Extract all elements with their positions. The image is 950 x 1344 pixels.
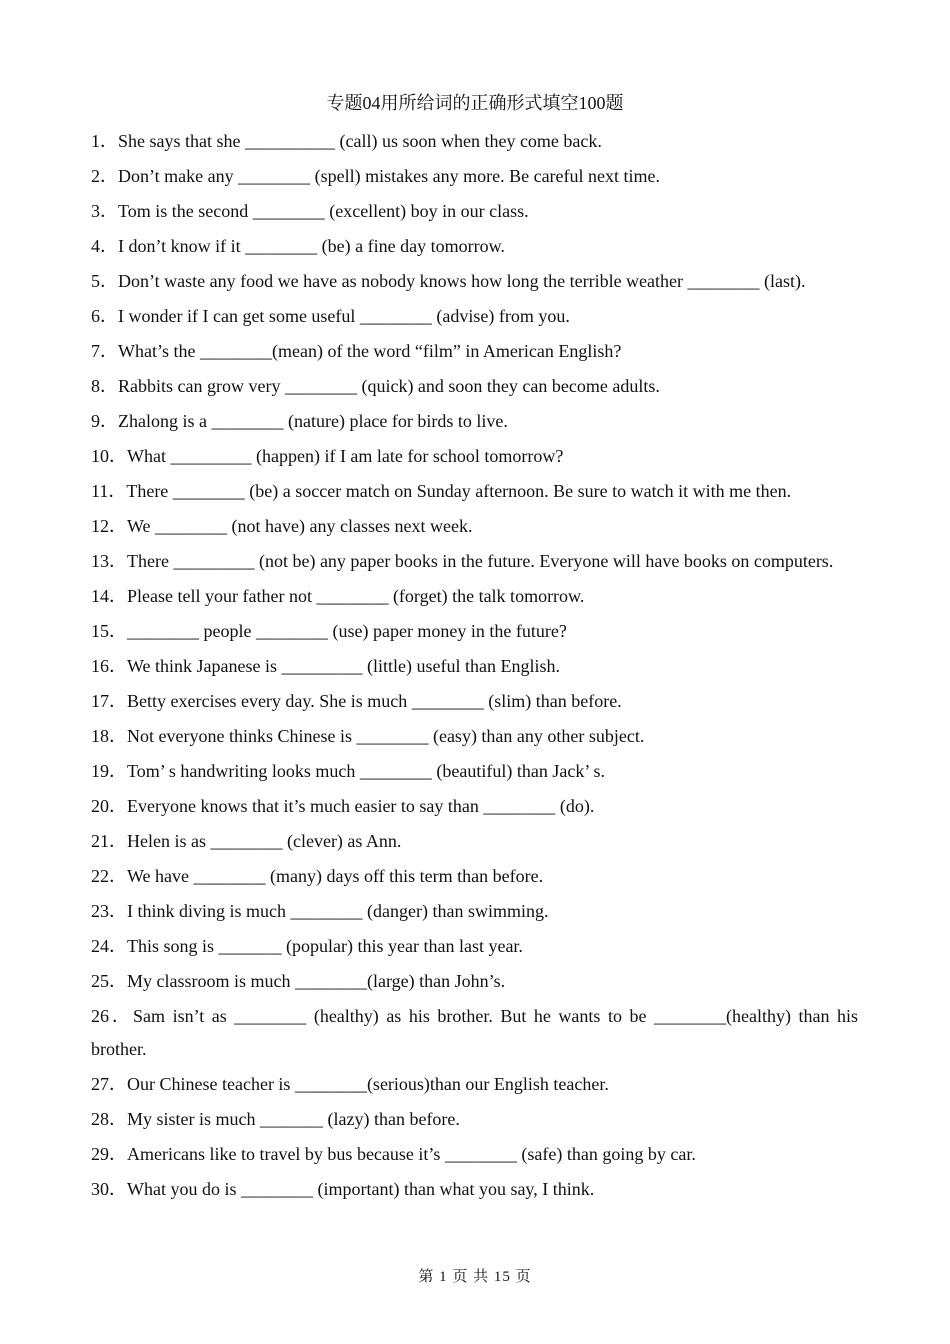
question-14: 14．Please tell your father not ________ (forget) the talk tomorrow. bbox=[91, 586, 585, 606]
question-21: 21．Helen is as ________ (clever) as Ann. bbox=[91, 831, 402, 851]
question-4: 4．I don’t know if it ________ (be) a fine day tomorrow. bbox=[91, 236, 505, 256]
question-15: 15．________ people ________ (use) paper money in the future? bbox=[91, 621, 567, 641]
question-22: 22．We have ________ (many) days off this term than before. bbox=[91, 866, 544, 886]
question-list bbox=[91, 125, 858, 1208]
question-24: 24．This song is _______ (popular) this year than last year. bbox=[91, 936, 523, 956]
question-20: 20．Everyone knows that it’s much easier to say than ________ (do). bbox=[91, 796, 595, 816]
question-5: 5．Don’t waste any food we have as nobody knows how long the terrible weather ________ (last). bbox=[91, 271, 806, 291]
question-26: 26．Sam isn’t as ________ (healthy) as his brother. But he wants to be ________(healthy) than his brother. bbox=[91, 1006, 858, 1059]
question-1: 1．She says that she __________ (call) us soon when they come back. bbox=[91, 131, 602, 151]
question-13: 13．There _________ (not be) any paper books in the future. Everyone will have books on computers. bbox=[91, 551, 834, 571]
question-7: 7．What’s the ________(mean) of the word “film” in American English? bbox=[91, 341, 622, 361]
question-16: 16．We think Japanese is _________ (little) useful than English. bbox=[91, 656, 560, 676]
question-29: 29．Americans like to travel by bus because it’s ________ (safe) than going by car. bbox=[91, 1144, 696, 1164]
question-27: 27．Our Chinese teacher is ________(serious)than our English teacher. bbox=[91, 1074, 609, 1094]
question-23: 23．I think diving is much ________ (danger) than swimming. bbox=[91, 901, 549, 921]
question-8: 8．Rabbits can grow very ________ (quick) and soon they can become adults. bbox=[91, 376, 660, 396]
question-10: 10．What _________ (happen) if I am late for school tomorrow? bbox=[91, 446, 564, 466]
question-25: 25．My classroom is much ________(large) than John’s. bbox=[91, 971, 506, 991]
question-30: 30．What you do is ________ (important) than what you say, I think. bbox=[91, 1179, 595, 1199]
document-title: 专题04用所给词的正确形式填空100题 bbox=[326, 93, 624, 113]
question-18: 18．Not everyone thinks Chinese is ________ (easy) than any other subject. bbox=[91, 726, 645, 746]
question-11: 11．There ________ (be) a soccer match on Sunday afternoon. Be sure to watch it with me then. bbox=[91, 481, 792, 501]
question-19: 19．Tom’ s handwriting looks much ________ (beautiful) than Jack’ s. bbox=[91, 761, 605, 781]
question-28: 28．My sister is much _______ (lazy) than before. bbox=[91, 1109, 460, 1129]
page-footer: 第 1 页 共 15 页 bbox=[418, 1269, 532, 1285]
question-3: 3．Tom is the second ________ (excellent) boy in our class. bbox=[91, 201, 529, 221]
question-2: 2．Don’t make any ________ (spell) mistakes any more. Be careful next time. bbox=[91, 166, 661, 186]
question-12: 12．We ________ (not have) any classes next week. bbox=[91, 516, 473, 536]
question-6: 6．I wonder if I can get some useful ________ (advise) from you. bbox=[91, 306, 570, 326]
question-17: 17．Betty exercises every day. She is much ________ (slim) than before. bbox=[91, 691, 622, 711]
question-9: 9．Zhalong is a ________ (nature) place for birds to live. bbox=[91, 411, 508, 431]
